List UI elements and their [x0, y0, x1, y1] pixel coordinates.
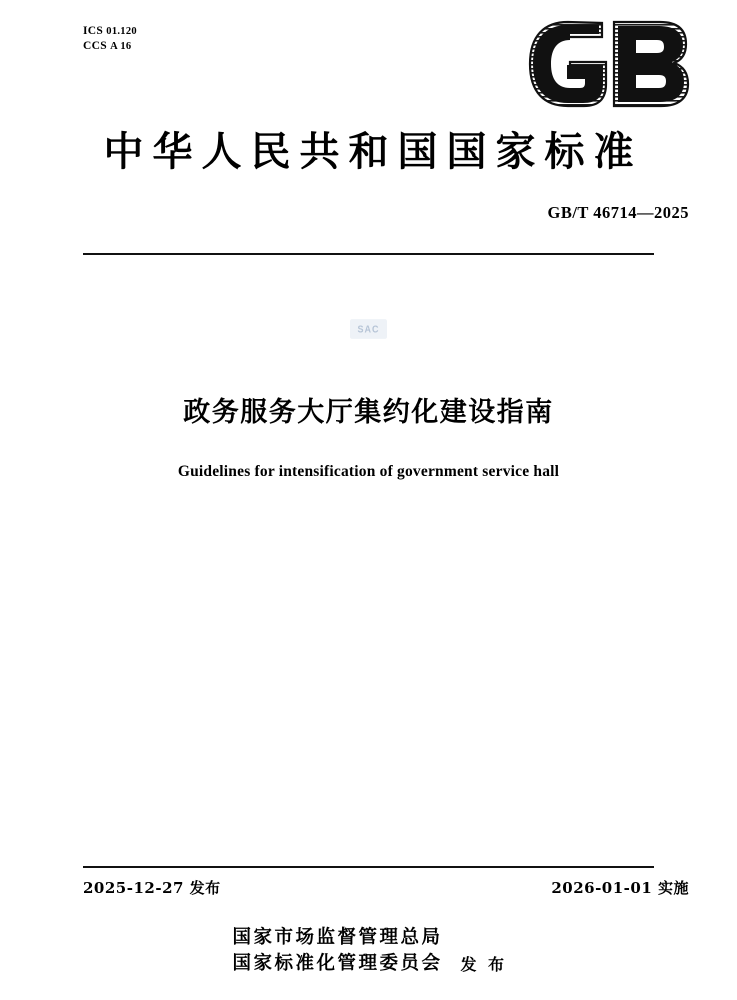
- issuer-block: [0, 925, 737, 977]
- classification-block: [83, 24, 137, 54]
- top-divider: [83, 253, 654, 255]
- ccs-line: [83, 39, 137, 54]
- ics-label: ICS: [83, 25, 104, 37]
- issue-verb: 发 布: [460, 954, 508, 974]
- document-title-en: Guidelines for intensification of government service hall: [177, 463, 560, 480]
- gb-emblem-icon: [526, 20, 691, 108]
- issuer-line-1: 国家市场监督管理总局: [232, 927, 443, 948]
- national-standard-heading: 中华人民共和国国家标准: [103, 128, 643, 175]
- sac-watermark: [0, 320, 737, 338]
- ccs-value: A 16: [110, 41, 132, 52]
- ccs-label: CCS: [83, 40, 107, 52]
- document-title-cn: 政务服务大厅集约化建设指南: [183, 397, 554, 428]
- ics-line: [83, 24, 137, 39]
- bottom-divider: [83, 866, 654, 868]
- sac-watermark-label: SAC: [350, 319, 386, 339]
- issuer-names: [230, 925, 443, 977]
- effective-date: 2026-01-01 实施: [551, 879, 689, 897]
- standard-number: GB/T 46714—2025: [547, 203, 689, 222]
- publish-date: 2025-12-27 发布: [83, 879, 221, 897]
- ics-value: 01.120: [106, 26, 137, 37]
- issuer-line-2: 国家标准化管理委员会: [232, 953, 443, 974]
